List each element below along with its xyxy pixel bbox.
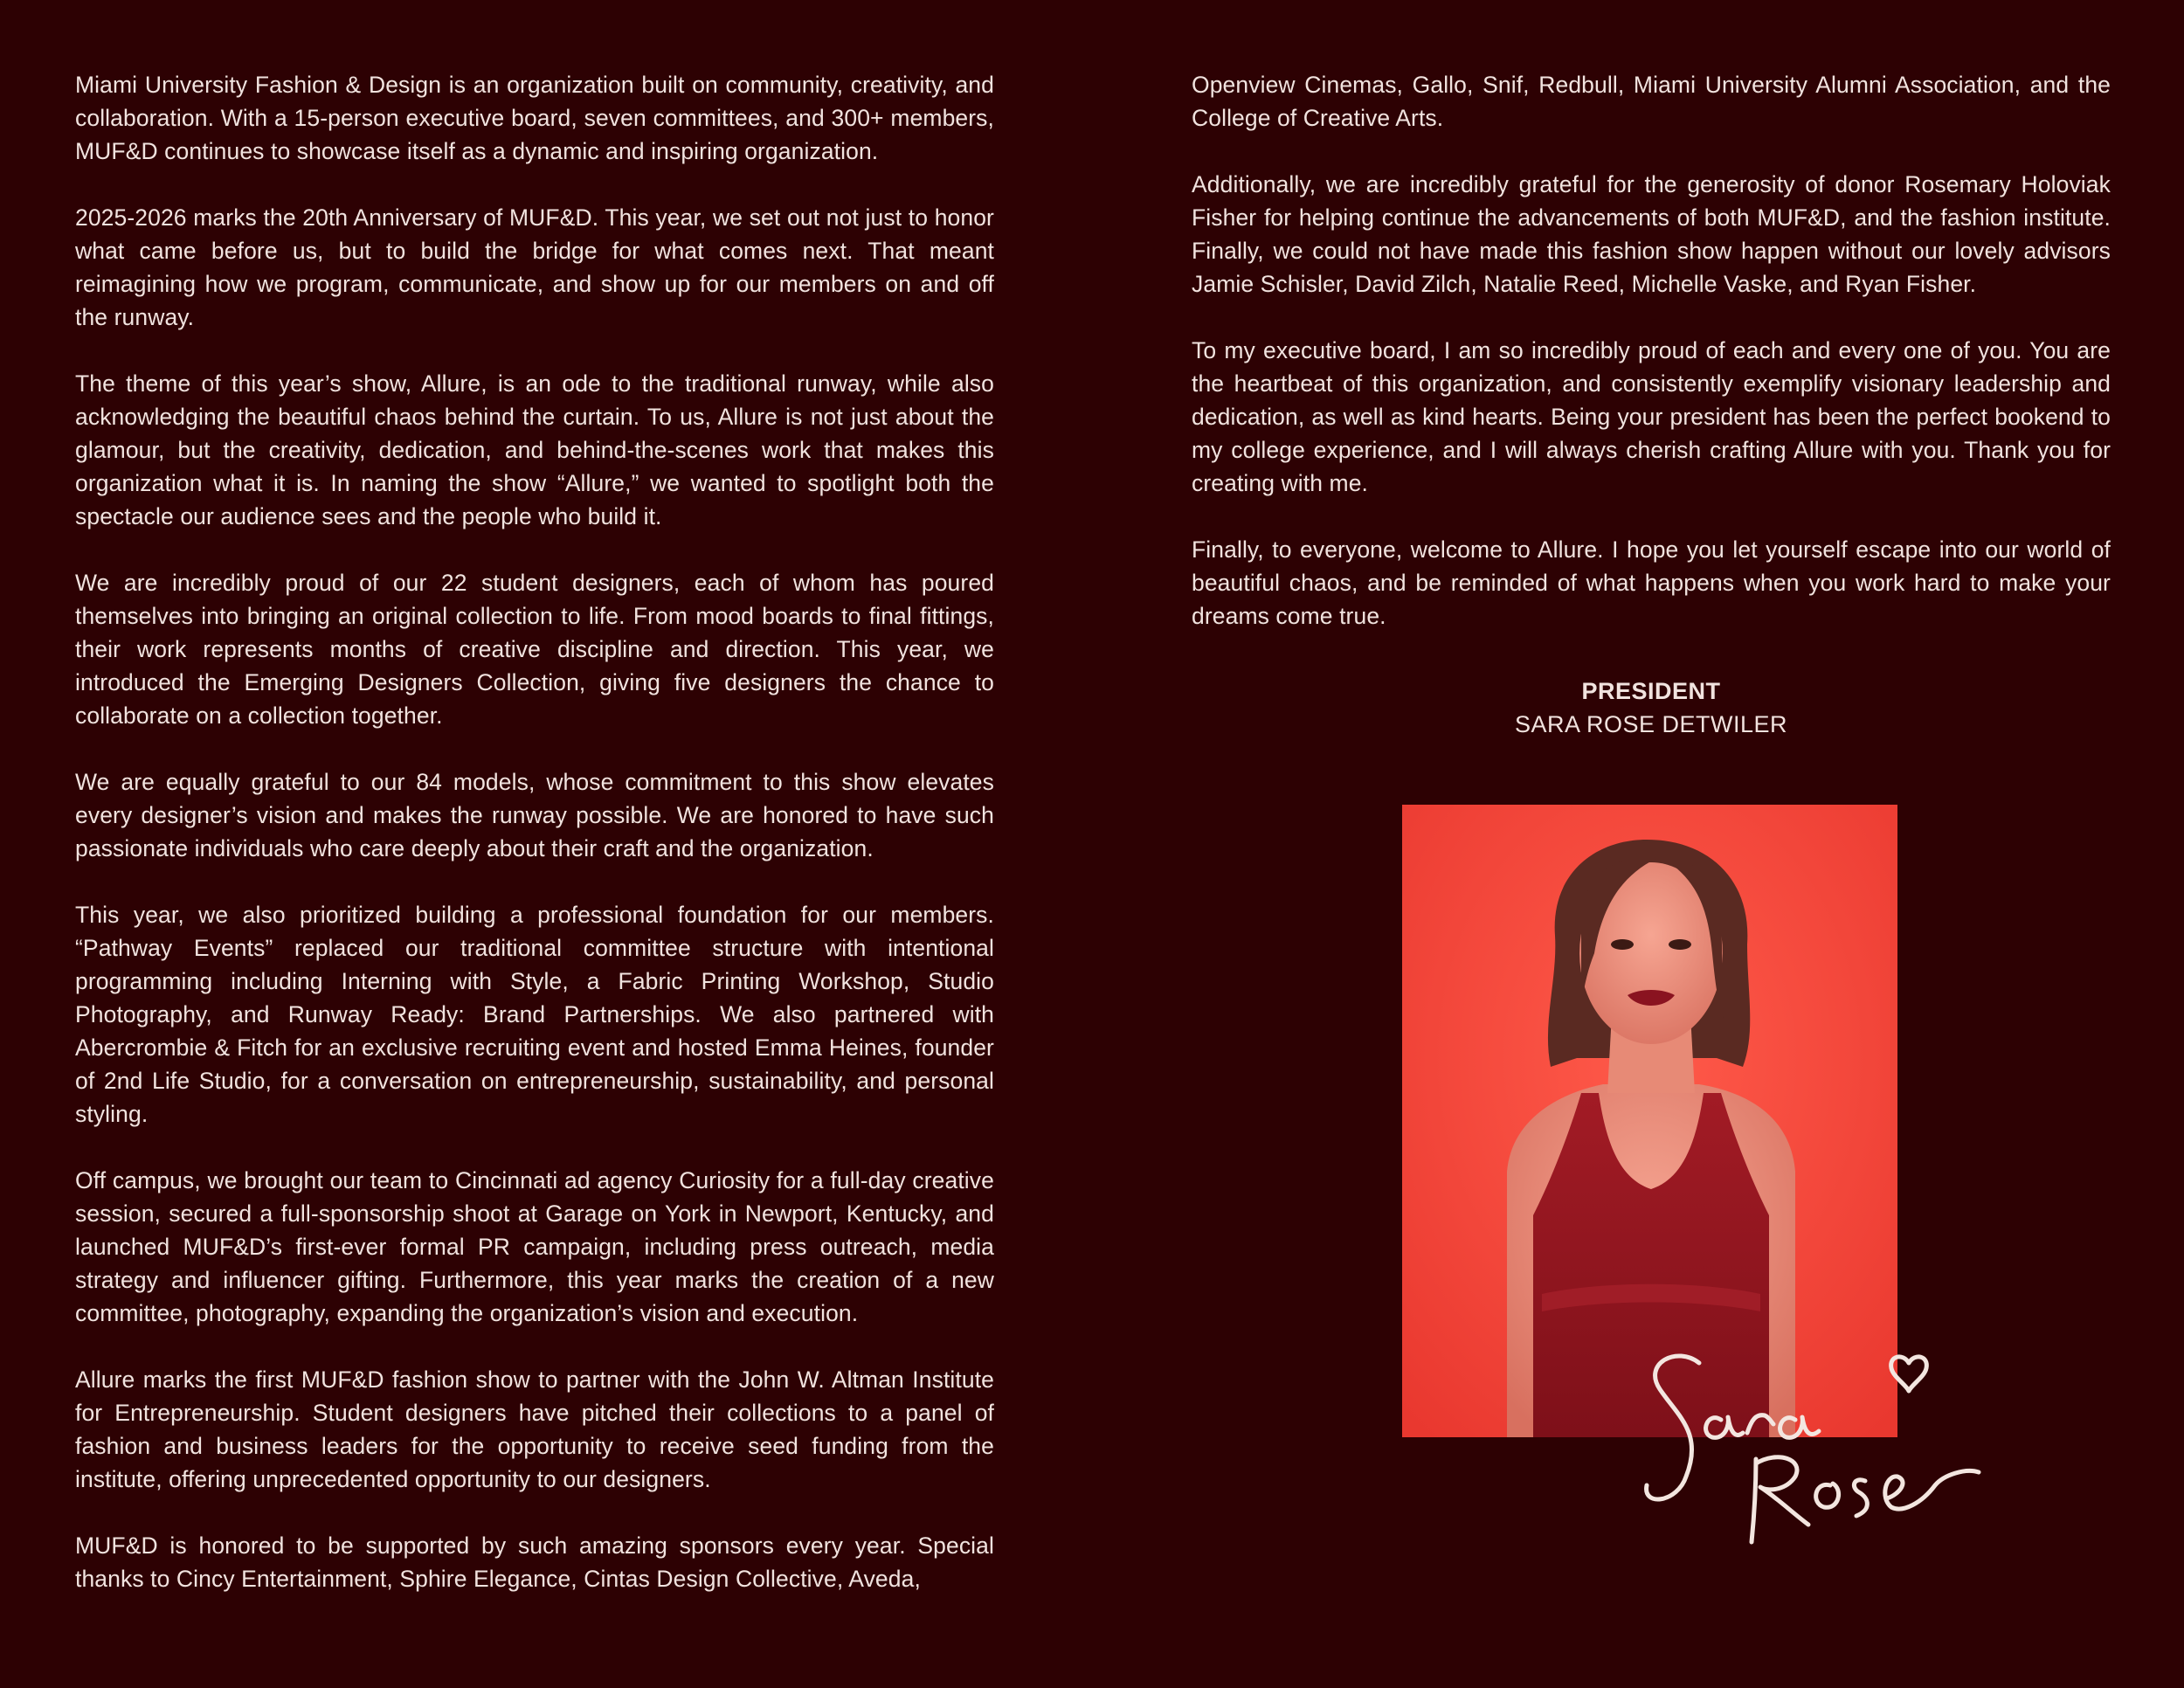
signature <box>1625 1337 1992 1555</box>
letter-paragraph: Additionally, we are incredibly grateful for the generosity of donor Rosemary Holoviak Fisher for helping continue the advancements of both MUF&D, and the fashion institute. Finally, we could not have made this fashion show happen without our lovely advisors Jamie Schisler, David Zilch, Natalie Reed, Michelle Vaske, and Ryan Fisher. <box>1192 171 2111 297</box>
letter-paragraph: We are incredibly proud of our 22 student designers, each of whom has poured themselves into bringing an original collection to life. From mood boards to final fittings, their work represents months of creative discipline and direction. This year, we introduced the Emerging Designers Collection, giving five designers the chance to collaborate on a collection together. <box>75 570 994 729</box>
letter-paragraph: MUF&D is honored to be supported by such amazing sponsors every year. Special thanks to Cincy Entertainment, Sphire Elegance, Cintas Design Collective, Aveda, <box>75 1532 994 1592</box>
letter-paragraph: Allure marks the first MUF&D fashion show to partner with the John W. Altman Institute for Entrepreneurship. Student designers have pitched their collections to a panel of fashion and business leaders for the opportunity to receive seed funding from the institute, offering unprecedented opportunity to our designers. <box>75 1366 994 1492</box>
signoff-block <box>1192 675 2111 741</box>
letter-paragraph: The theme of this year’s show, Allure, is an ode to the traditional runway, while also acknowledging the beautiful chaos behind the curtain. To us, Allure is not just about the glamour, but the creativity, dedication, and behind-the-scenes work that makes this organization what it is. In naming the show “Allure,” we wanted to spotlight both the spectacle our audience sees and the people who build it. <box>75 370 994 529</box>
letter-paragraph: 2025-2026 marks the 20th Anniversary of MUF&D. This year, we set out not just to honor what came before us, but to build the bridge for what comes next. That meant reimagining how we program, communicate, and show up for our members on and off the runway. <box>75 204 994 330</box>
letter-paragraph: Openview Cinemas, Gallo, Snif, Redbull, Miami University Alumni Association, and the College of Creative Arts. <box>1192 72 2111 131</box>
letter-paragraph: Finally, to everyone, welcome to Allure. I hope you let yourself escape into our world of beautiful chaos, and be reminded of what happens when you work hard to make your dreams come true. <box>1192 536 2111 629</box>
signoff-role: PRESIDENT <box>1581 678 1721 704</box>
letter-right-column <box>1192 68 2111 666</box>
letter-paragraph: We are equally grateful to our 84 models, whose commitment to this show elevates every designer’s vision and makes the runway possible. We are honored to have such passionate individuals who care deeply about their craft and the organization. <box>75 769 994 861</box>
letter-left-column <box>75 68 994 1629</box>
signoff-name: SARA ROSE DETWILER <box>1514 711 1788 737</box>
letter-paragraph: This year, we also prioritized building a professional foundation for our members. “Pathway Events” replaced our traditional committee structure with intentional programming including Interning with Style, a Fabric Printing Workshop, Studio Photography, and Runway Ready: Brand Partnerships. We also partnered with Abercrombie & Fitch for an exclusive recruiting event and hosted Emma Heines, founder of 2nd Life Studio, for a conversation on entrepreneurship, sustainability, and personal styling. <box>75 902 994 1127</box>
letter-paragraph: Miami University Fashion & Design is an organization built on community, creativity, and collaboration. With a 15-person executive board, seven committees, and 300+ members, MUF&D continues to showcase itself as a dynamic and inspiring organization. <box>75 72 994 164</box>
letter-paragraph: Off campus, we brought our team to Cincinnati ad agency Curiosity for a full-day creative session, secured a full-sponsorship shoot at Garage on York in Newport, Kentucky, and launched MUF&D’s first-ever formal PR campaign, including press outreach, media strategy and influencer gifting. Furthermore, this year marks the creation of a new committee, photography, expanding the organization’s vision and execution. <box>75 1167 994 1326</box>
letter-paragraph: To my executive board, I am so incredibly proud of each and every one of you. You are the heartbeat of this organization, and consistently exemplify visionary leadership and dedication, as well as kind hearts. Being your president has been the perfect bookend to my college experience, and I will always cherish crafting Allure with you. Thank you for creating with me. <box>1192 337 2111 496</box>
